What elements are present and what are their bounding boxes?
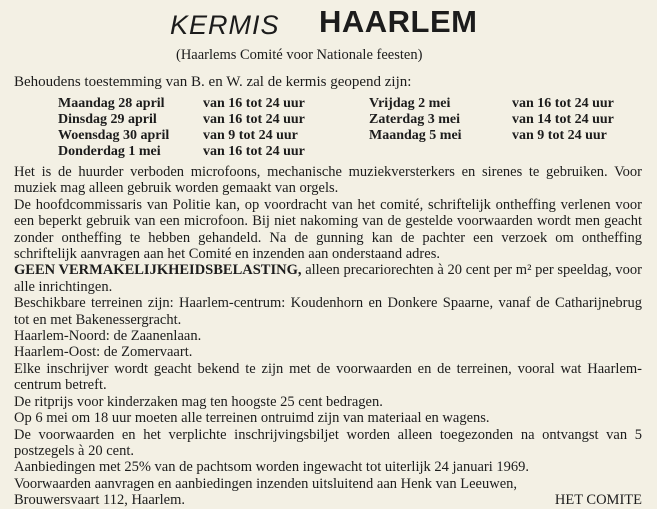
paragraph-bids-deadline: Aanbiedingen met 25% van de pachtsom worden ingewacht tot uiterlijk 24 januari 1969. — [14, 459, 530, 476]
paragraph-contact: Voorwaarden aanvragen en aanbiedingen inzenden uitsluitend aan Henk van Leeuwen, — [14, 475, 518, 492]
body-text — [14, 164, 642, 509]
schedule-day: Maandag 5 mei — [369, 128, 462, 143]
address: Brouwersvaart 112, Haarlem. — [14, 492, 185, 509]
schedule-day: Zaterdag 3 mei — [369, 112, 460, 127]
paragraph-tax — [14, 262, 642, 295]
header — [0, 4, 657, 44]
schedule-time: van 9 tot 24 uur — [203, 128, 298, 143]
schedule-day: Vrijdag 2 mei — [369, 96, 451, 111]
schedule-time: van 16 tot 24 uur — [512, 96, 614, 111]
schedule-time: van 16 tot 24 uur — [203, 96, 305, 111]
signoff — [14, 492, 642, 508]
paragraph-haarlem-oost: Haarlem-Oost: de Zomervaart. — [14, 344, 193, 361]
paragraph-terrains: Beschikbare terreinen zijn: Haarlem-centrum: Koudenhorn en Donkere Spaarne, vanaf de Catharijnebrug tot en met Bakenessergracht. — [14, 295, 642, 328]
schedule-day: Dinsdag 29 april — [58, 112, 157, 127]
city-heading: HAARLEM — [319, 4, 478, 39]
schedule-day: Donderdag 1 mei — [58, 144, 161, 159]
schedule-time: van 9 tot 24 uur — [512, 128, 607, 143]
paragraph-conditions-known: Elke inschrijver wordt geacht bekend te zijn met de voorwaarden en de terreinen, vooral wat Haarlem-centrum betreft. — [14, 360, 642, 394]
intro-text: Behoudens toestemming van B. en W. zal de kermis geopend zijn: — [14, 74, 412, 90]
subtitle: (Haarlems Comité voor Nationale feesten) — [176, 47, 423, 63]
schedule-day: Woensdag 30 april — [58, 128, 170, 143]
schedule-time: van 16 tot 24 uur — [203, 144, 305, 159]
tax-heading: GEEN VERMAKELIJKHEIDSBELASTING, — [14, 262, 302, 279]
schedule-time: van 14 tot 24 uur — [512, 112, 614, 127]
paragraph-ride-price: De ritprijs voor kinderzaken mag ten hoogste 25 cent bedragen. — [14, 393, 383, 410]
paragraph-clearance: Op 6 mei om 18 uur moeten alle terreinen ontruimd zijn van materiaal en wagens. — [14, 410, 490, 427]
paragraph-microphone-exemption: De hoofdcommissaris van Politie kan, op voordracht van het comité, schriftelijk ontheffing verlenen voor een beperkt gebruik van een microfoon. Bij niet nakoming van de gestelde voorwaarden wordt men geacht zonder ontheffing te hebben gehandeld. Na de gunning kan de pachter een verzoek om ontheffing schriftelijk aanvragen aan het Comité en inzenden aan onderstaand adres. — [14, 196, 642, 263]
schedule-time: van 16 tot 24 uur — [203, 112, 305, 127]
paragraph-equipment-rule: Het is de huurder verboden microfoons, mechanische muziekversterkers en sirenes te gebruiken. Voor muziek mag alleen gebruik worden gemaakt van orgels. — [14, 164, 642, 197]
schedule-day: Maandag 28 april — [58, 96, 165, 111]
paragraph-haarlem-noord: Haarlem-Noord: de Zaanenlaan. — [14, 328, 202, 345]
kermis-heading: KERMIS — [170, 10, 280, 40]
paragraph-registration-form: De voorwaarden en het verplichte inschrijvingsbiljet worden alleen toegezonden na ontvangst van 5 postzegels à 20 cent. — [14, 426, 642, 459]
tax-text: alleen precariorechten à 20 cent per m² per speeldag, voor alle inrichtingen. — [14, 262, 643, 295]
opening-schedule — [0, 96, 657, 162]
committee-signature: HET COMITE — [554, 492, 642, 509]
